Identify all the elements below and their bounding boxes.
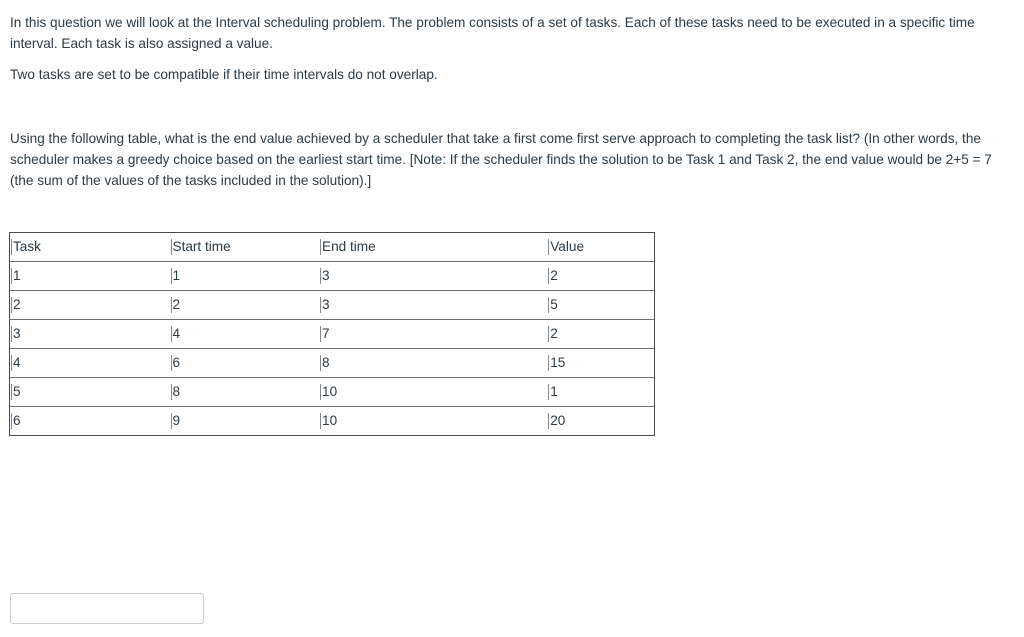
- table-header-row: [10, 233, 655, 262]
- question-compatibility-note: Two tasks are set to be compatible if their time intervals do not overlap.: [10, 67, 438, 82]
- cell-start-time: 6: [170, 349, 320, 378]
- cell-value: 20: [547, 407, 654, 436]
- task-table: [9, 232, 655, 436]
- table-row: [10, 262, 655, 291]
- cell-start-time: 8: [170, 378, 320, 407]
- cell-task: 2: [10, 291, 170, 320]
- table-row: [10, 349, 655, 378]
- table-row: [10, 320, 655, 349]
- cell-task: 6: [10, 407, 170, 436]
- cell-start-time: 4: [170, 320, 320, 349]
- cell-start-time: 2: [170, 291, 320, 320]
- table-row: [10, 378, 655, 407]
- cell-task: 5: [10, 378, 170, 407]
- cell-value: 15: [547, 349, 654, 378]
- cell-start-time: 1: [170, 262, 320, 291]
- cell-end-time: 10: [319, 407, 547, 436]
- cell-start-time: 9: [170, 407, 320, 436]
- question-prompt: Using the following table, what is the end value achieved by a scheduler that take a first come first serve approach to completing the task list? (In other words, the scheduler makes a greedy choice based on the earliest start time. [Note: If the scheduler finds the solution to be Task 1 and Task 2, the end value would be 2+5 = 7 (the sum of the values of the tasks included in the solution).]: [10, 131, 992, 188]
- answer-input[interactable]: [10, 593, 204, 624]
- cell-value: 2: [547, 262, 654, 291]
- header-start-time: Start time: [170, 233, 320, 262]
- question-intro: In this question we will look at the Interval scheduling problem. The problem consists of a set of tasks. Each of these tasks need to be executed in a specific time interval. Each task is also assigned a value.: [10, 15, 975, 51]
- cell-end-time: 8: [319, 349, 547, 378]
- cell-value: 2: [547, 320, 654, 349]
- cell-task: 4: [10, 349, 170, 378]
- cell-end-time: 3: [319, 291, 547, 320]
- cell-task: 1: [10, 262, 170, 291]
- header-end-time: End time: [319, 233, 547, 262]
- cell-end-time: 10: [319, 378, 547, 407]
- cell-value: 5: [547, 291, 654, 320]
- table-row: [10, 407, 655, 436]
- header-task: Task: [10, 233, 170, 262]
- cell-value: 1: [547, 378, 654, 407]
- header-value: Value: [547, 233, 654, 262]
- cell-end-time: 3: [319, 262, 547, 291]
- cell-task: 3: [10, 320, 170, 349]
- cell-end-time: 7: [319, 320, 547, 349]
- table-row: [10, 291, 655, 320]
